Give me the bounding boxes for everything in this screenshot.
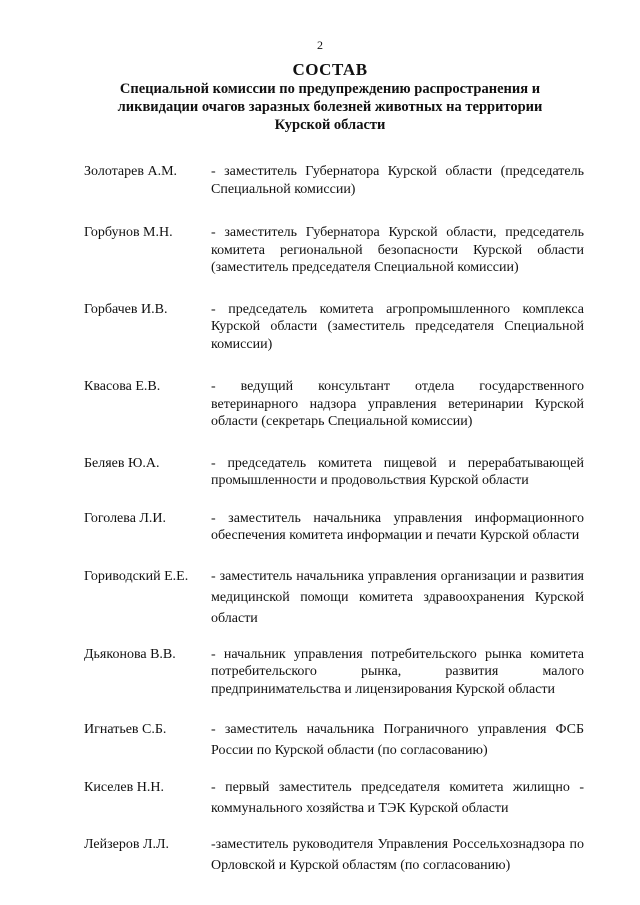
member-role: - ведущий консультант отдела государственного ветеринарного надзора управления ветеринарии Курской области (секретарь Специальной комиссии) [211, 379, 584, 429]
member-row [84, 378, 584, 431]
member-row [84, 646, 584, 699]
member-row [84, 163, 584, 198]
member-role: - заместитель начальника управления информационного обеспечения комитета информации и печати Курской области [211, 510, 584, 543]
member-name: Гоголева Л.И. [84, 510, 167, 526]
member-row [84, 224, 584, 277]
member-name: Дьяконова В.В. [84, 646, 176, 662]
member-role: - начальник управления потребительского рынка комитета потребительского рынка, развития малого предпринимательства и лицензирования Курской области [211, 646, 584, 697]
member-name: Киселев Н.Н. [84, 780, 164, 795]
member-row [84, 455, 584, 490]
member-row [84, 777, 584, 819]
member-role: - первый заместитель председателя комитета жилищно - коммунального хозяйства и ТЭК Курской области [211, 780, 584, 816]
member-row [84, 566, 584, 629]
member-name: Квасова Е.В. [84, 379, 161, 394]
members-list [84, 163, 584, 876]
member-role: - заместитель начальника управления организации и развития медицинской помощи комитета здравоохранения Курской области [211, 568, 584, 626]
member-name: Золотарев А.М. [84, 164, 178, 179]
heading-title: СОСТАВ [292, 60, 368, 79]
member-role: - заместитель начальника Пограничного управления ФСБ России по Курской области (по согласованию) [211, 722, 584, 758]
member-name: Горбачев И.В. [84, 301, 168, 317]
member-row [84, 834, 584, 876]
member-role: - заместитель Губернатора Курской области (председатель Специальной комиссии) [211, 164, 584, 197]
member-row [84, 301, 584, 354]
member-row [84, 510, 584, 545]
member-name: Горбунов М.Н. [84, 225, 173, 240]
member-role: - заместитель Губернатора Курской области, председатель комитета региональной безопасности Курской области (заместитель председателя Специальной комиссии) [211, 225, 584, 275]
member-role: - председатель комитета пищевой и перерабатывающей промышленности и продовольствия Курской области [211, 455, 584, 488]
member-name: Гориводский Е.Е. [84, 568, 189, 584]
member-name: Игнатьев С.Б. [84, 722, 167, 737]
member-row [84, 719, 584, 761]
member-role: - председатель комитета агропромышленного комплекса Курской области (заместитель председателя Специальной комиссии) [211, 301, 584, 352]
heading-subtitle: Специальной комиссии по предупреждению распространения и ликвидации очагов заразных болезней животных на территории Курской области [117, 81, 543, 133]
document-heading [90, 60, 570, 134]
page-number: 2 [317, 38, 323, 52]
member-role: -заместитель руководителя Управления Россельхознадзора по Орловской и Курской областям (по согласованию) [211, 837, 584, 873]
member-name: Беляев Ю.А. [84, 455, 160, 471]
member-name: Лейзеров Л.Л. [84, 837, 169, 852]
